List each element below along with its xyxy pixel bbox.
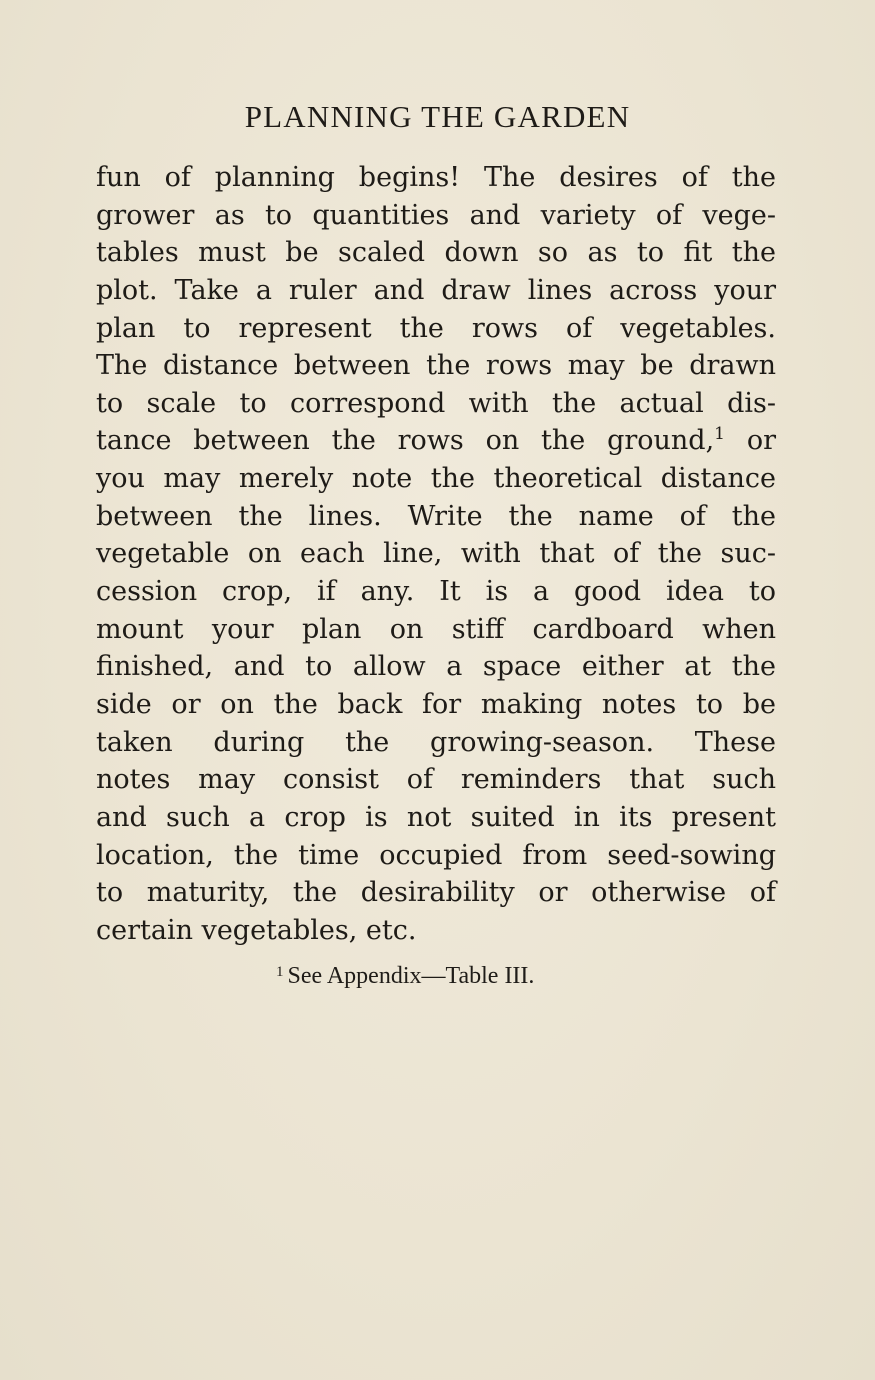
body-line: cession crop, if any. It is a good idea to: [96, 576, 776, 608]
body-line-with-footnote-ref: [96, 422, 776, 460]
body-line: between the lines. Write the name of the: [96, 500, 776, 532]
body-line: mount your plan on stiff cardboard when: [96, 613, 776, 645]
body-line: location, the time occupied from seed-sowing: [96, 839, 776, 871]
body-line: fun of planning begins! The desires of the: [96, 162, 776, 193]
body-line: you may merely note the theoretical distance: [96, 463, 776, 495]
body-line: to maturity, the desirability or otherwise of: [96, 877, 776, 909]
footnote: [276, 961, 534, 991]
body-line: notes may consist of reminders that such: [96, 764, 776, 796]
body-line-text: tance between the rows on the ground,: [96, 425, 715, 457]
footnote-reference: 1: [714, 424, 725, 445]
body-line: finished, and to allow a space either at the: [96, 651, 776, 683]
body-line: vegetable on each line, with that of the suc-: [96, 538, 776, 570]
body-line: and such a crop is not suited in its present: [96, 801, 776, 833]
body-line: side or on the back for making notes to be: [96, 688, 776, 720]
running-head: PLANNING THE GARDEN: [244, 99, 631, 134]
body-line: grower as to quantities and variety of vege-: [96, 199, 776, 231]
footnote-text: See Appendix—Table III.: [287, 963, 535, 989]
body-line-trailing-text: or: [746, 425, 776, 457]
body-text: [96, 159, 776, 949]
body-line: plot. Take a ruler and draw lines across your: [96, 274, 776, 306]
body-line: to scale to correspond with the actual dis-: [96, 387, 776, 419]
body-line: certain vegetables, etc.: [96, 914, 417, 946]
body-line: taken during the growing-season. These: [96, 726, 776, 758]
footnote-marker: 1: [276, 964, 284, 980]
body-line: plan to represent the rows of vegetables.: [96, 312, 776, 344]
body-line: The distance between the rows may be drawn: [96, 350, 776, 382]
body-line: tables must be scaled down so as to fit the: [96, 237, 776, 269]
